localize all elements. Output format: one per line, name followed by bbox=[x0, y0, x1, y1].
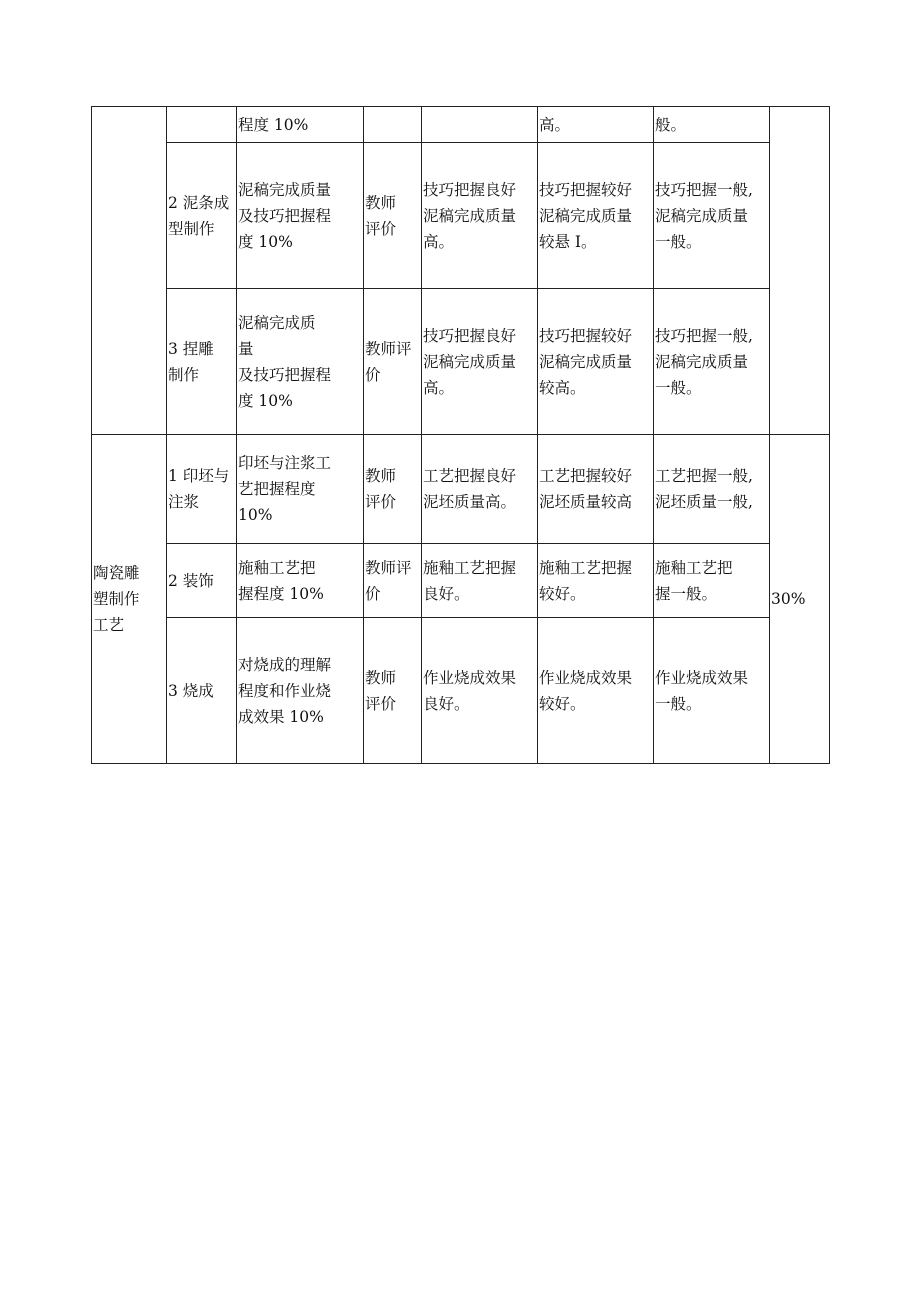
content-cell bbox=[237, 289, 364, 435]
good-cell bbox=[538, 618, 654, 764]
good-cell bbox=[538, 107, 654, 143]
pass-cell bbox=[654, 618, 770, 764]
pass-text: 技巧把握一般, 泥稿完成质量 一般。 bbox=[655, 180, 753, 251]
method-text: 教师评 价 bbox=[365, 339, 412, 384]
content-text: 泥稿完成质 量 及技巧把握程 度 10% bbox=[238, 313, 332, 410]
method-cell bbox=[364, 143, 422, 289]
excellent-text: 作业烧成效果 良好。 bbox=[423, 668, 517, 713]
weight-cell-empty bbox=[770, 107, 830, 435]
method-cell bbox=[364, 618, 422, 764]
good-text: 技巧把握较好 泥稿完成质量 较悬 I。 bbox=[539, 180, 633, 251]
method-text: 教师 评价 bbox=[365, 668, 397, 713]
category-cell-empty bbox=[92, 107, 167, 435]
table-row bbox=[92, 143, 830, 289]
table-row bbox=[92, 289, 830, 435]
pass-text: 工艺把握一般, 泥坯质量一般, bbox=[655, 467, 753, 511]
excellent-cell bbox=[422, 289, 538, 435]
sub-item-cell bbox=[167, 143, 237, 289]
pass-text: 技巧把握一般, 泥稿完成质量 一般。 bbox=[655, 326, 753, 397]
pass-text: 般。 bbox=[655, 115, 687, 134]
pass-text: 作业烧成效果 一般。 bbox=[655, 668, 749, 713]
good-text: 工艺把握较好 泥坯质量较高 bbox=[539, 467, 633, 511]
method-cell bbox=[364, 544, 422, 618]
good-cell bbox=[538, 544, 654, 618]
assessment-table bbox=[91, 106, 830, 764]
good-cell bbox=[538, 143, 654, 289]
content-cell bbox=[237, 435, 364, 544]
table-row bbox=[92, 618, 830, 764]
content-text: 印坯与注浆工 艺把握程度 10% bbox=[238, 454, 332, 524]
pass-cell bbox=[654, 544, 770, 618]
good-text: 施釉工艺把握 较好。 bbox=[539, 558, 633, 603]
table-row bbox=[92, 544, 830, 618]
method-cell bbox=[364, 289, 422, 435]
good-cell bbox=[538, 289, 654, 435]
excellent-cell bbox=[422, 544, 538, 618]
content-cell bbox=[237, 618, 364, 764]
method-text: 教师 评价 bbox=[365, 193, 397, 238]
category-cell bbox=[92, 435, 167, 764]
method-cell bbox=[364, 107, 422, 143]
content-text: 泥稿完成质量 及技巧把握程 度 10% bbox=[238, 180, 332, 251]
method-text: 教师 评价 bbox=[365, 467, 397, 511]
excellent-cell bbox=[422, 107, 538, 143]
sub-item-text: 2 泥条成 型制作 bbox=[168, 193, 230, 238]
sub-item-text: 3 烧成 bbox=[168, 681, 214, 700]
table-row bbox=[92, 435, 830, 544]
pass-text: 施釉工艺把 握一般。 bbox=[655, 558, 733, 603]
excellent-text: 技巧把握良好 泥稿完成质量 高。 bbox=[423, 180, 517, 251]
pass-cell bbox=[654, 107, 770, 143]
category-text: 陶瓷雕 塑制作 工艺 bbox=[93, 564, 140, 634]
content-cell bbox=[237, 544, 364, 618]
pass-cell bbox=[654, 289, 770, 435]
content-text: 施釉工艺把 握程度 10% bbox=[238, 558, 324, 603]
excellent-cell bbox=[422, 143, 538, 289]
pass-cell bbox=[654, 143, 770, 289]
sub-item-cell bbox=[167, 544, 237, 618]
content-cell bbox=[237, 143, 364, 289]
good-text: 技巧把握较好 泥稿完成质量 较高。 bbox=[539, 326, 633, 397]
excellent-text: 施釉工艺把握 良好。 bbox=[423, 558, 517, 603]
table-row bbox=[92, 107, 830, 143]
excellent-cell bbox=[422, 618, 538, 764]
method-cell bbox=[364, 435, 422, 544]
excellent-text: 工艺把握良好 泥坯质量高。 bbox=[423, 467, 517, 511]
sub-item-cell bbox=[167, 618, 237, 764]
method-text: 教师评 价 bbox=[365, 558, 412, 603]
content-cell bbox=[237, 107, 364, 143]
content-text: 对烧成的理解 程度和作业烧 成效果 10% bbox=[238, 655, 332, 726]
weight-cell bbox=[770, 435, 830, 764]
sub-item-cell bbox=[167, 435, 237, 544]
excellent-cell bbox=[422, 435, 538, 544]
excellent-text: 技巧把握良好 泥稿完成质量 高。 bbox=[423, 326, 517, 397]
good-cell bbox=[538, 435, 654, 544]
content-text: 程度 10% bbox=[238, 115, 309, 134]
weight-text: 30% bbox=[771, 590, 806, 608]
sub-item-text: 2 装饰 bbox=[168, 571, 214, 590]
pass-cell bbox=[654, 435, 770, 544]
sub-item-cell bbox=[167, 289, 237, 435]
sub-item-text: 3 捏雕 制作 bbox=[168, 339, 214, 384]
good-text: 高。 bbox=[539, 115, 571, 134]
good-text: 作业烧成效果 较好。 bbox=[539, 668, 633, 713]
sub-item-text: 1 印坯与 注浆 bbox=[168, 467, 230, 511]
sub-item-cell bbox=[167, 107, 237, 143]
